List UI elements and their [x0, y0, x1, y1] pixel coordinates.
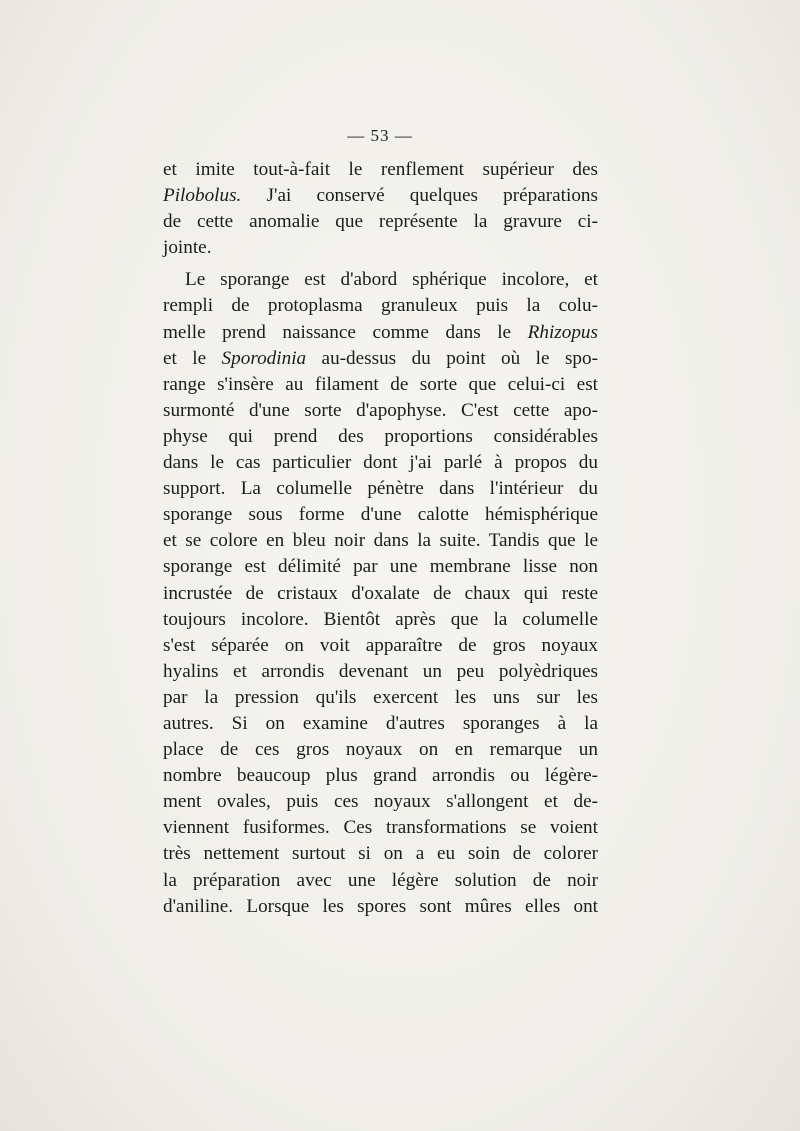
text-line: [163, 235, 598, 261]
text-segment: hyalins et arrondis devenant un peu polyèdriques: [163, 660, 598, 682]
text-line: [163, 157, 598, 183]
text-line: [163, 894, 598, 920]
text-line: [163, 607, 598, 633]
text-segment: dans le cas particulier dont j'ai parlé à propos du: [163, 452, 598, 474]
text-segment: melle prend naissance comme dans le: [163, 321, 528, 343]
text-segment: jointe.: [163, 237, 212, 259]
text-line: [163, 685, 598, 711]
text-segment: sporange sous forme d'une calotte hémisphérique: [163, 504, 598, 526]
text-line: [163, 659, 598, 685]
text-line: [163, 789, 598, 815]
text-segment: d'aniline. Lorsque les spores sont mûres elles ont: [163, 895, 598, 917]
text-segment: toujours incolore. Bientôt après que la columelle: [163, 608, 598, 630]
text-line: [163, 868, 598, 894]
text-segment: support. La columelle pénètre dans l'intérieur du: [163, 478, 598, 500]
text-segment: surmonté d'une sorte d'apophyse. C'est cette apo-: [163, 399, 598, 421]
text-line: [163, 815, 598, 841]
italic-term: Pilobolus.: [163, 185, 242, 207]
text-line: [163, 476, 598, 502]
text-line: [163, 841, 598, 867]
text-segment: autres. Si on examine d'autres sporanges à la: [163, 712, 598, 734]
text-line: [163, 502, 598, 528]
text-line: [163, 209, 598, 235]
text-line: [163, 346, 598, 372]
text-line: [163, 528, 598, 554]
text-segment: physe qui prend des proportions considérables: [163, 425, 598, 447]
text-segment: s'est séparée on voit apparaître de gros noyaux: [163, 634, 598, 656]
text-segment: de cette anomalie que représente la gravure ci-: [163, 211, 598, 233]
text-segment: et se colore en bleu noir dans la suite. Tandis que le: [163, 530, 598, 552]
text-line: [163, 737, 598, 763]
text-line: [163, 633, 598, 659]
text-segment: Le sporange est d'abord sphérique incolore, et: [185, 269, 598, 291]
text-segment: viennent fusiformes. Ces transformations se voient: [163, 817, 598, 839]
text-segment: la préparation avec une légère solution de noir: [163, 869, 598, 891]
text-line: [163, 711, 598, 737]
italic-term: Rhizopus: [527, 321, 598, 343]
text-segment: très nettement surtout si on a eu soin de colorer: [163, 843, 598, 865]
page-number: — 53 —: [347, 126, 413, 145]
text-line: [163, 554, 598, 580]
text-segment: et le: [163, 347, 222, 369]
text-segment: rempli de protoplasma granuleux puis la colu-: [163, 295, 598, 317]
text-line: [163, 183, 598, 209]
text-line: [163, 424, 598, 450]
text-line: [163, 267, 598, 293]
body-text: [163, 157, 598, 920]
text-line: [163, 398, 598, 424]
text-line: [163, 372, 598, 398]
text-segment: ment ovales, puis ces noyaux s'allongent et de-: [163, 791, 598, 813]
text-segment: range s'insère au filament de sorte que celui-ci est: [163, 373, 598, 395]
text-segment: incrustée de cristaux d'oxalate de chaux qui reste: [163, 582, 598, 604]
italic-term: Sporodinia: [221, 347, 307, 369]
text-segment: et imite tout-à-fait le renflement supérieur des: [163, 159, 598, 180]
text-line: [163, 450, 598, 476]
text-line: [163, 320, 598, 346]
text-segment: par la pression qu'ils exercent les uns sur les: [163, 686, 598, 708]
text-segment: au-dessus du point où le spo-: [306, 347, 598, 369]
text-segment: nombre beaucoup plus grand arrondis ou légère-: [163, 765, 598, 787]
text-segment: J'ai conservé quelques préparations: [241, 185, 598, 207]
text-segment: place de ces gros noyaux on en remarque un: [163, 739, 598, 761]
text-line: [163, 763, 598, 789]
text-line: [163, 293, 598, 319]
text-segment: sporange est délimité par une membrane lisse non: [163, 556, 598, 578]
text-line: [163, 581, 598, 607]
